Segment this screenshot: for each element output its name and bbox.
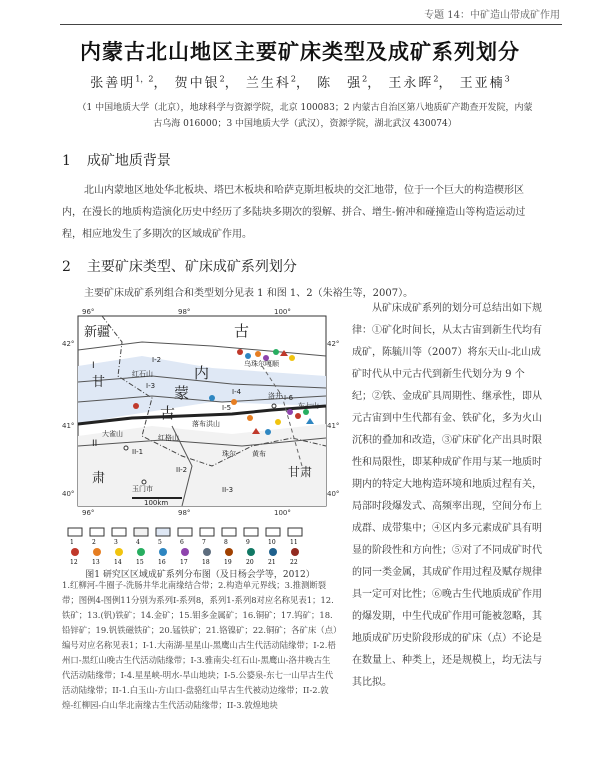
legend-swatch — [134, 528, 148, 536]
header-rule — [60, 24, 562, 25]
map-label: 古 — [234, 322, 250, 340]
axis-tick-label: 40° — [62, 490, 75, 498]
author-affil-mark: 3 — [504, 74, 510, 84]
place-label: 落布洪山 — [192, 420, 220, 428]
legend-swatch — [222, 528, 236, 536]
legend-swatch — [178, 528, 192, 536]
author: 王亚楠 — [459, 76, 505, 91]
legend-num: 1 — [70, 539, 74, 546]
zone-label: II-2 — [176, 466, 188, 474]
map-label: 肃 — [92, 471, 106, 486]
axis-tick-label: 100° — [274, 308, 291, 316]
zone-label: I-2 — [152, 356, 162, 364]
legend-symbol — [203, 548, 211, 556]
town-marker — [272, 404, 276, 408]
figure-caption: 图1 研究区区域成矿系列分布图（及日杨会学等，2012） — [85, 570, 315, 580]
right-column-body: 从矿床成矿系列的划分可总结出如下规律：①矿化时间长，从太古宙到新生代均有成矿，陈毓川等（2007）将东天山-北山成矿时代从中元古代到新生代划分为 9 个纪；②铁、金成矿具周期性、继承性，即从元古宙到中生代都有金、铁矿化，多为火山沉积的叠加和改造，③矿床矿化产出具时限性和局限性，即某种成矿作用与某一地质时期内的特定大地构造环境和地质过程有关，局部时段爆发式、高频率出现，空间分布上成群、成带集中；④区内多元素成矿具有明显的阶段性和方向性；⑤对了不同成矿时代的同一类金属，其成矿作用过程及赋存规律具一定可对比性；⑥晚古生代地质成矿作用的爆发期，中生代成矿作用可能被忽略，其地质成矿历史阶段形成的矿床（点）不论是在数量上、种类上，还是规模上，均无法与其比拟。 — [352, 303, 542, 688]
deposit-symbol — [275, 419, 281, 425]
paper-title: 内蒙古北山地区主要矿床类型及成矿系列划分 — [80, 40, 520, 64]
deposit-symbol — [237, 349, 243, 355]
zone-label: I-6 — [284, 394, 294, 402]
legend-symbol — [269, 548, 277, 556]
author: 王永晖 — [388, 76, 434, 91]
place-label: 东七山 — [298, 402, 319, 410]
axis-tick-label: 96° — [82, 308, 95, 316]
legend-num: 6 — [180, 539, 184, 546]
place-label: 洛井 — [268, 392, 282, 400]
author: 兰生科 — [245, 76, 291, 91]
section-1-body: 北山内蒙地区地处华北板块、塔巴木板块和哈萨克斯坦板块的交汇地带，位于一个巨大的构造楔形区内，在漫长的地质构造演化历史中经历了多陆块多期次的裂解、拼合、增生-俯冲和碰撞造山等构造运动过程，相应地发生了多期次的区域成矿作用。 — [62, 185, 526, 240]
axis-tick-label: 42° — [327, 340, 340, 348]
axis-tick-label: 96° — [82, 509, 95, 517]
deposit-symbol — [209, 395, 215, 401]
section-heading-1 — [62, 150, 171, 170]
author: 贺中银 — [174, 76, 220, 91]
legend-symbol — [291, 548, 299, 556]
legend-num: 20 — [246, 559, 254, 566]
place-label: 红石山 — [132, 370, 153, 378]
deposit-symbol — [289, 355, 295, 361]
legend-num: 11 — [290, 539, 298, 546]
legend-num: 14 — [114, 559, 122, 566]
legend-swatch — [288, 528, 302, 536]
map-label-xinjiang: 新疆 — [84, 325, 111, 340]
section-title: 成矿地质背景 — [86, 153, 171, 169]
legend-swatch — [200, 528, 214, 536]
town-marker — [124, 446, 128, 450]
deposit-symbol — [265, 429, 271, 435]
place-label: 红格山 — [158, 434, 179, 442]
place-label: 玉门市 — [132, 485, 153, 493]
legend-swatch — [266, 528, 280, 536]
legend-num: 21 — [268, 559, 276, 566]
place-label: 黄布 — [252, 450, 266, 458]
deposit-symbol — [255, 351, 261, 357]
legend-symbol — [181, 548, 189, 556]
author: 张善明 — [90, 76, 136, 91]
place-label: 乌珠尔嘎顺 — [244, 360, 279, 368]
axis-tick-label: 41° — [327, 422, 340, 430]
zone-label: I-3 — [146, 382, 156, 390]
legend-num: 10 — [268, 539, 276, 546]
section-number: 1 — [62, 153, 71, 169]
section-heading-2 — [62, 256, 297, 276]
legend-row-1 — [68, 528, 302, 546]
map-label: 甘肃 — [288, 465, 313, 479]
deposit-symbol — [287, 409, 293, 415]
legend-num: 13 — [92, 559, 100, 566]
legend-num: 17 — [180, 559, 188, 566]
legend-num: 18 — [202, 559, 210, 566]
map-label: 蒙 — [174, 384, 190, 402]
legend-row-2 — [70, 548, 299, 566]
legend-num: 19 — [224, 559, 232, 566]
figure-description: 1.红柳河-牛圈子-洗肠井华北南缘结合带；2.构造单元界线；3.推测断裂带；图例4-图例11分别为系列I-系列8，系列1-系列8对应名称见表1；12.铁矿；13.(钒)铁矿；14.金矿；15.钼多金属矿；16.铜矿；17.钨矿；18.铅锌矿；19.钒铁磁铁矿；20.锰铁矿；21.铬镍矿；22.铜矿；各矿床（点）编号对应名称见表1；I-1.大南湖-星星山-黑鹰山古生代活动陆缘带；I-2.梧州口-黑红山晚古生代活动陆缘带；I-3.雅南尖-红石山-黑鹰山-洛井晚古生代活动陆缘带；I-4.星星峡-明水-旱山地块；I-5.公婆泉-东七一山早古生代活动陆缘带；II-1.白玉山-方山口-盘骆红山早古生代被动边缘带；II-2.敦煌-红柳园-白山华北南缘古生代活动陆缘带；II-3.敦煌地块 — [62, 580, 338, 710]
legend-symbol — [137, 548, 145, 556]
author-affil-mark: 1，2 — [135, 74, 154, 84]
deposit-symbol — [231, 399, 237, 405]
legend-num: 15 — [136, 559, 144, 566]
map-label: 甘 — [92, 375, 106, 390]
legend-symbol — [71, 548, 79, 556]
legend-num: 12 — [70, 559, 78, 566]
legend-swatch — [90, 528, 104, 536]
legend-swatch — [244, 528, 258, 536]
author-affil-mark: 2 — [433, 74, 439, 84]
legend-num: 2 — [92, 539, 96, 546]
legend-symbol — [159, 548, 167, 556]
zone-label: II-3 — [222, 486, 234, 494]
legend-num: 9 — [246, 539, 250, 546]
axis-tick-label: 42° — [62, 340, 75, 348]
axis-tick-label: 40° — [327, 490, 340, 498]
deposit-symbol — [295, 413, 301, 419]
legend-symbol — [115, 548, 123, 556]
author: 陈 强 — [317, 76, 363, 91]
author-list: 张善明$^{1,2}$， 贺中银$^2$， 兰生科$^2$， 陈 强$^2$， 王永晖$^2$， 王亚楠$^3$ — [90, 74, 510, 91]
axis-tick-label: 98° — [178, 509, 191, 517]
affiliations: （1 中国地质大学（北京），地球科学与资源学院，北京 100083；2 内蒙古自治区第八地质矿产勘查开发院，内蒙古乌海 016000；3 中国地质大学（武汉），资源学院，湖北武汉 430074） — [77, 103, 533, 129]
zone-label: II-1 — [132, 448, 144, 456]
section-number: 2 — [62, 259, 71, 275]
axis-tick-label: 41° — [62, 422, 75, 430]
legend-num: 3 — [114, 539, 118, 546]
place-label: 珠尔 — [222, 450, 236, 458]
zone-label: I-5 — [222, 404, 232, 412]
axis-tick-label: 100° — [274, 509, 291, 517]
legend-num: 8 — [224, 539, 228, 546]
geologic-map-figure — [62, 306, 338, 518]
section-2-body: 主要矿床成矿系列组合和类型划分见表 1 和图 1、2（朱裕生等，2007）。 — [84, 288, 414, 299]
geologic-map — [62, 306, 338, 518]
legend-symbol — [247, 548, 255, 556]
town-marker — [142, 480, 146, 484]
deposit-symbol — [273, 349, 279, 355]
legend-num: 16 — [158, 559, 166, 566]
place-label: 大雀山 — [102, 430, 123, 438]
deposit-symbol — [245, 353, 251, 359]
legend-num: 4 — [136, 539, 140, 546]
scale-label: 100km — [144, 499, 169, 507]
section-title: 主要矿床类型、矿床成矿系列划分 — [86, 259, 297, 275]
author-affil-mark: 2 — [290, 74, 296, 84]
legend-swatch — [68, 528, 82, 536]
legend-symbol — [225, 548, 233, 556]
author-affil-mark: 2 — [362, 74, 368, 84]
author-affil-mark: 2 — [219, 74, 225, 84]
legend-symbol — [93, 548, 101, 556]
legend-num: 7 — [202, 539, 206, 546]
legend-num: 5 — [158, 539, 162, 546]
legend-swatch — [112, 528, 126, 536]
zone-label: I-4 — [232, 388, 242, 396]
map-label: 古 — [160, 404, 176, 422]
deposit-symbol — [247, 415, 253, 421]
zone-label: I — [92, 361, 95, 371]
deposit-symbol — [133, 403, 139, 409]
map-legend — [66, 526, 338, 566]
zone-label: II — [92, 439, 98, 449]
running-head: 专题 14：中矿造山带成矿作用 — [424, 10, 560, 21]
map-label: 内 — [194, 364, 210, 382]
legend-swatch — [156, 528, 170, 536]
axis-tick-label: 98° — [178, 308, 191, 316]
legend-num: 22 — [290, 559, 298, 566]
